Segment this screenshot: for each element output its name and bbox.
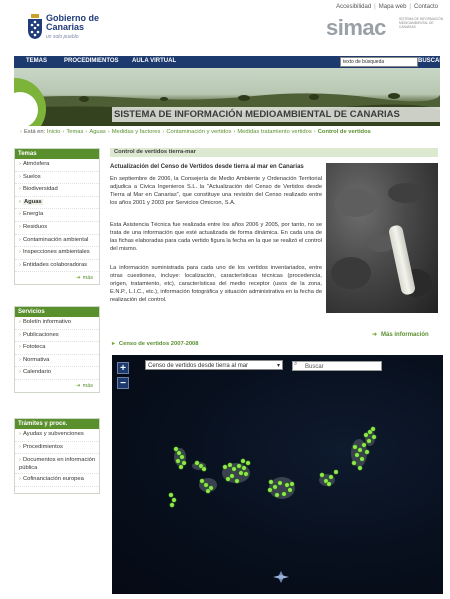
bullet-icon: › bbox=[19, 211, 21, 218]
census-link-label: Censo de vertidos 2007-2008 bbox=[118, 341, 199, 347]
temas-more-link[interactable]: ➜ más bbox=[76, 275, 93, 282]
bullet-icon: › bbox=[19, 223, 21, 230]
discharge-marker[interactable] bbox=[242, 466, 247, 471]
discharge-marker[interactable] bbox=[360, 457, 365, 462]
discharge-marker[interactable] bbox=[228, 463, 233, 468]
discharge-marker[interactable] bbox=[170, 503, 175, 508]
simac-subtitle: SISTEMA DE INFORMACIÓN MEDIOAMBIENTAL DE CANARIAS bbox=[399, 17, 444, 29]
discharge-marker[interactable] bbox=[200, 479, 205, 484]
breadcrumb-item[interactable]: Medidas tratamiento vertidos bbox=[237, 129, 312, 135]
bullet-icon: › bbox=[19, 319, 21, 325]
layer-select-value: Censo de vertidos desde tierra al mar bbox=[148, 363, 249, 369]
servicios-box bbox=[14, 306, 100, 393]
servicios-item-label: Normativa bbox=[22, 356, 50, 363]
discharge-marker[interactable] bbox=[206, 489, 211, 494]
discharge-marker[interactable] bbox=[358, 448, 363, 453]
tramites-item-label: Documentos en información pública bbox=[19, 457, 96, 472]
bullet-icon: › bbox=[19, 173, 21, 180]
discharge-marker[interactable] bbox=[182, 461, 187, 466]
discharge-marker[interactable] bbox=[223, 465, 228, 470]
map-viewer[interactable] bbox=[112, 355, 443, 594]
temas-item[interactable] bbox=[15, 197, 99, 210]
discharge-marker[interactable] bbox=[355, 453, 360, 458]
discharge-marker[interactable] bbox=[202, 467, 207, 472]
temas-item-label: Energía bbox=[22, 211, 44, 218]
bullet-icon: › bbox=[19, 457, 21, 464]
discharge-marker[interactable] bbox=[290, 482, 295, 487]
contacto-link[interactable]: Contacto bbox=[413, 4, 438, 10]
discharge-marker[interactable] bbox=[285, 483, 290, 488]
discharge-marker[interactable] bbox=[232, 467, 237, 472]
servicios-item[interactable] bbox=[15, 330, 99, 343]
discharge-marker[interactable] bbox=[230, 474, 235, 479]
map-search-input[interactable]: Buscar bbox=[292, 361, 382, 371]
discharge-marker[interactable] bbox=[235, 479, 240, 484]
servicios-item-label: Calendario bbox=[22, 369, 51, 376]
bullet-icon: › bbox=[19, 161, 21, 167]
discharge-marker[interactable] bbox=[367, 439, 372, 444]
discharge-marker[interactable] bbox=[278, 481, 283, 486]
top-links: Accesibilidad | Mapa web | Contacto bbox=[336, 4, 438, 10]
discharge-marker[interactable] bbox=[358, 466, 363, 471]
discharge-marker[interactable] bbox=[176, 459, 181, 464]
discharge-marker[interactable] bbox=[273, 485, 278, 490]
tramites-item-label: Cofinanciación europea bbox=[22, 476, 84, 483]
layer-select[interactable] bbox=[145, 360, 283, 370]
bullet-icon: › bbox=[19, 344, 21, 351]
discharge-marker[interactable] bbox=[288, 488, 293, 493]
section-header: Control de vertidos tierra-mar bbox=[110, 148, 438, 157]
temas-item-label: Entidades colaboradoras bbox=[22, 261, 88, 268]
discharge-marker[interactable] bbox=[372, 435, 377, 440]
servicios-item-label: Publicaciones bbox=[22, 331, 59, 338]
bullet-icon: ▸ bbox=[112, 341, 115, 347]
servicios-item[interactable] bbox=[15, 355, 99, 368]
bullet-icon: › bbox=[19, 476, 21, 483]
breadcrumb-item[interactable]: Medidas y factores bbox=[111, 129, 161, 135]
temas-item[interactable] bbox=[15, 209, 99, 222]
temas-item-label: Inspecciones ambientales bbox=[22, 249, 90, 256]
bullet-icon: › bbox=[19, 356, 21, 363]
breadcrumb-item[interactable]: Contaminación y vertidos bbox=[166, 129, 232, 135]
discharge-marker[interactable] bbox=[169, 493, 174, 498]
article-paragraph: La información suministrada para cada uno de los vertidos inventariados, entre otras cuestiones, incluye: localización, características técnicas (procedencia, origen, tratamiento, etc), características del medio receptor (usos de la zona, E.N.P., L.I.C., etc.), información fotográfica y situación administrativa en la fecha de realización del control. bbox=[110, 265, 322, 304]
gov-name[interactable]: Gobierno de Canarias bbox=[46, 13, 100, 32]
discharge-marker[interactable] bbox=[371, 427, 376, 432]
zoom-out-button[interactable]: − bbox=[117, 377, 129, 389]
tramites-item[interactable] bbox=[15, 429, 99, 442]
discharge-marker[interactable] bbox=[179, 465, 184, 470]
breadcrumb-item[interactable]: Temas bbox=[66, 129, 84, 135]
tramites-item[interactable] bbox=[15, 454, 99, 474]
discharge-marker[interactable] bbox=[362, 443, 367, 448]
article-paragraph: En septiembre de 2006, la Consejería de Medio Ambiente y Ordenación Territorial adjudica a Civica Ingenieros S.L. la "Actualización del Censo de Vertidos desde Tierra al Mar en Canarias", que constituye una revisión del Censo realizado entre los años 2001 y 2003 por Servicios Omicron, S.A. bbox=[110, 176, 322, 207]
discharge-marker[interactable] bbox=[365, 450, 370, 455]
mapa-web-link[interactable]: Mapa web bbox=[378, 4, 407, 10]
discharge-marker[interactable] bbox=[174, 447, 179, 452]
servicios-more-link[interactable]: ➜ más bbox=[76, 382, 93, 389]
banner bbox=[14, 68, 440, 126]
servicios-item[interactable] bbox=[15, 367, 99, 380]
temas-item-label: Biodiversidad bbox=[22, 186, 58, 193]
temas-item-label: Contaminación ambiental bbox=[22, 236, 89, 243]
bullet-icon: › bbox=[19, 331, 21, 338]
servicios-item-label: Boletín informativo bbox=[22, 319, 71, 325]
servicios-title: Servicios bbox=[15, 307, 99, 317]
nav-procedimientos[interactable]: PROCEDIMIENTOS bbox=[64, 58, 119, 64]
bullet-icon: › bbox=[19, 431, 21, 437]
temas-box bbox=[14, 148, 100, 285]
main-navbar bbox=[14, 56, 444, 68]
temas-item[interactable] bbox=[15, 159, 99, 172]
temas-item[interactable] bbox=[15, 247, 99, 260]
breadcrumb-item[interactable]: Inicio bbox=[46, 129, 61, 135]
site-search-input[interactable]: texto de búsqueda bbox=[340, 57, 418, 67]
tramites-spacer bbox=[15, 487, 99, 493]
discharge-marker[interactable] bbox=[282, 492, 287, 497]
chevron-down-icon: ▾ bbox=[276, 363, 280, 369]
header bbox=[0, 0, 450, 56]
servicios-item[interactable] bbox=[15, 342, 99, 355]
discharge-marker[interactable] bbox=[269, 480, 274, 485]
bullet-icon: › bbox=[19, 369, 21, 376]
gov-tagline: un solo pueblo bbox=[46, 34, 79, 40]
discharge-marker[interactable] bbox=[275, 493, 280, 498]
breadcrumb-current: Control de vertidos bbox=[317, 129, 371, 135]
discharge-marker[interactable] bbox=[268, 488, 273, 493]
tramites-item-label: Ayudas y subvenciones bbox=[22, 431, 84, 437]
discharge-marker[interactable] bbox=[237, 464, 242, 469]
more-label: más bbox=[82, 275, 93, 282]
tramites-item[interactable] bbox=[15, 442, 99, 455]
more-label: más bbox=[82, 382, 93, 389]
discharge-marker[interactable] bbox=[172, 498, 177, 503]
discharge-marker[interactable] bbox=[327, 482, 332, 487]
temas-item[interactable] bbox=[15, 184, 99, 197]
temas-title: Temas bbox=[15, 149, 99, 159]
temas-item-label: Residuos bbox=[22, 223, 48, 230]
breadcrumb: › Está en: Inicio › Temas › Aguas › Medidas y factores › Contaminación y vertidos › Medidas tratamiento vertidos › Control de vertidos bbox=[20, 129, 371, 135]
discharge-marker[interactable] bbox=[204, 483, 209, 488]
article-title: Actualización del Censo de Vertidos desde tierra al mar en Canarias bbox=[110, 164, 304, 170]
more-info-label: Más información bbox=[381, 332, 429, 338]
breadcrumb-item[interactable]: Aguas bbox=[89, 129, 106, 135]
map-canvas[interactable] bbox=[112, 355, 443, 594]
tramites-title: Trámites y proce. bbox=[15, 419, 99, 429]
discharge-marker[interactable] bbox=[226, 477, 231, 482]
discharge-photo bbox=[326, 163, 438, 313]
discharge-marker[interactable] bbox=[195, 461, 200, 466]
gov-coat-of-arms-icon[interactable] bbox=[27, 14, 43, 40]
servicios-item[interactable] bbox=[15, 317, 99, 330]
discharge-marker[interactable] bbox=[334, 470, 339, 475]
page-title: SISTEMA DE INFORMACIÓN MEDIOAMBIENTAL DE CANARIAS bbox=[112, 107, 440, 122]
discharge-marker[interactable] bbox=[329, 475, 334, 480]
zoom-in-button[interactable]: + bbox=[117, 362, 129, 374]
arrow-icon: ➜ bbox=[372, 332, 378, 338]
discharge-marker[interactable] bbox=[364, 433, 369, 438]
temas-item[interactable] bbox=[15, 235, 99, 248]
temas-item-label: Aguas bbox=[23, 198, 42, 205]
discharge-marker[interactable] bbox=[320, 473, 325, 478]
bullet-icon: › bbox=[19, 443, 21, 450]
site-search-button[interactable]: BUSCAR bbox=[418, 58, 444, 64]
article-paragraph: Esta Asistencia Técnica fue realizada entre los años 2006 y 2005, por tanto, no se trata de una información que esté actualizada de forma dinámica. En cada una de las fichas elaboradas para cada vertido figura la fecha en la que se realizó el control del mismo. bbox=[110, 222, 322, 253]
compass-icon bbox=[272, 570, 290, 584]
bullet-icon: › bbox=[19, 261, 21, 268]
discharge-marker[interactable] bbox=[239, 471, 244, 476]
bullet-icon: › bbox=[19, 198, 21, 205]
tramites-box bbox=[14, 418, 100, 494]
nav-temas[interactable]: TEMAS bbox=[26, 58, 47, 64]
temas-item[interactable] bbox=[15, 172, 99, 185]
bullet-icon: › bbox=[19, 186, 21, 193]
discharge-marker[interactable] bbox=[353, 445, 358, 450]
more-info-link[interactable] bbox=[372, 331, 429, 338]
tramites-item-label: Procedimientos bbox=[22, 443, 63, 450]
discharge-marker[interactable] bbox=[180, 455, 185, 460]
tramites-item[interactable] bbox=[15, 474, 99, 487]
temas-item[interactable] bbox=[15, 260, 99, 273]
discharge-marker[interactable] bbox=[246, 461, 251, 466]
accesibilidad-link[interactable]: Accesibilidad bbox=[336, 4, 372, 10]
nav-aula-virtual[interactable]: AULA VIRTUAL bbox=[132, 58, 177, 64]
census-link[interactable] bbox=[112, 341, 199, 347]
temas-item[interactable] bbox=[15, 222, 99, 235]
discharge-marker[interactable] bbox=[241, 459, 246, 464]
discharge-marker[interactable] bbox=[177, 451, 182, 456]
simac-logo[interactable]: simac bbox=[326, 15, 386, 40]
discharge-marker[interactable] bbox=[244, 472, 249, 477]
discharge-marker[interactable] bbox=[352, 461, 357, 466]
servicios-item-label: Fototeca bbox=[22, 344, 46, 351]
temas-item-label: Suelos bbox=[22, 173, 41, 180]
bullet-icon: › bbox=[19, 249, 21, 256]
breadcrumb-prefix: Está en: bbox=[23, 129, 46, 135]
bullet-icon: › bbox=[19, 236, 21, 243]
search-icon: ⌕ bbox=[294, 361, 298, 367]
temas-item-label: Atmósfera bbox=[22, 161, 50, 167]
